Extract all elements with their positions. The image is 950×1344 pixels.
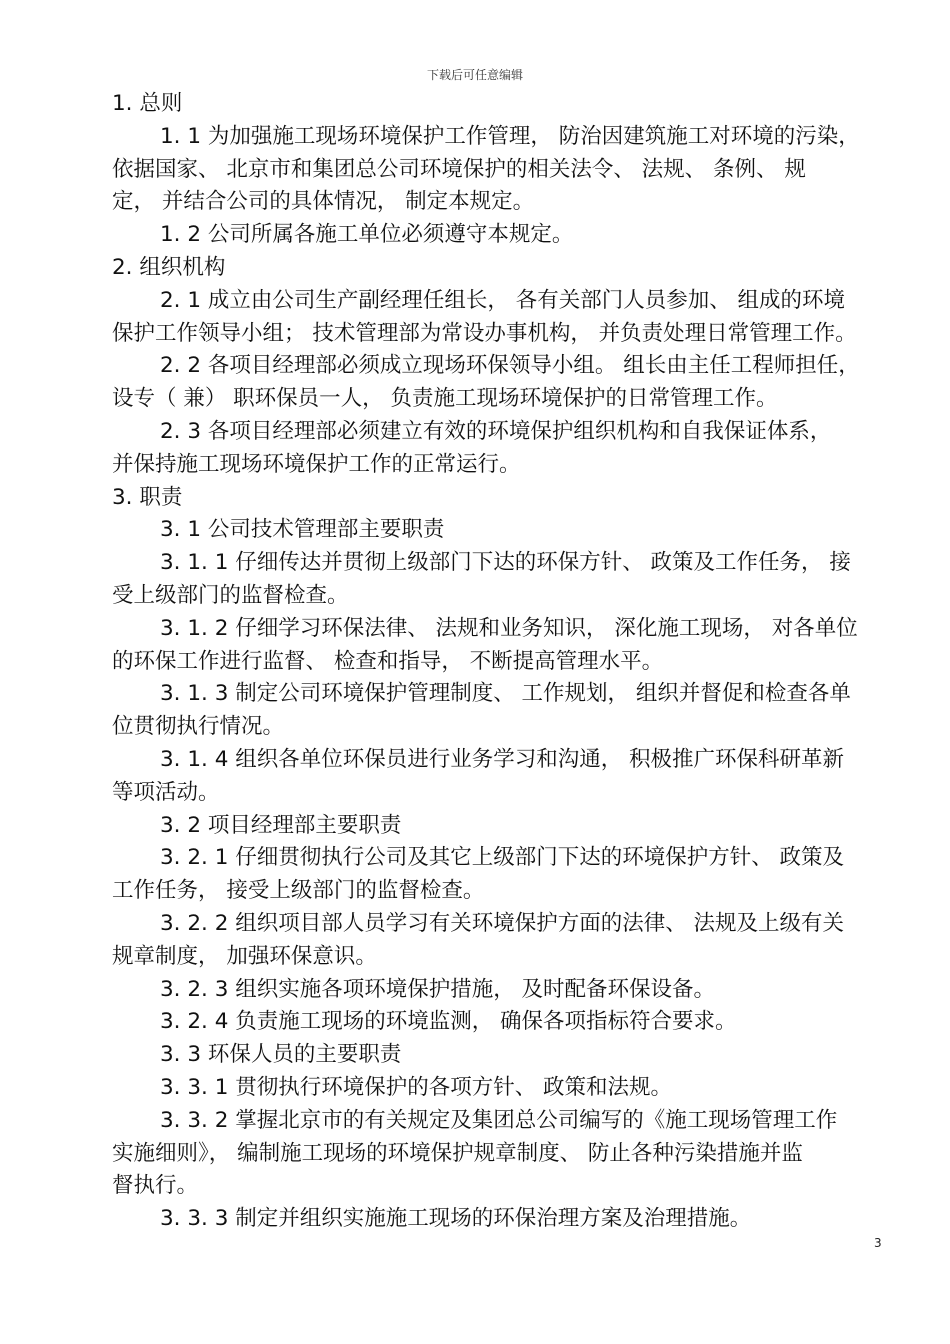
paragraph-line: 保护工作领导小组； 技术管理部为常设办事机构， 并负责处理日常管理工作。	[112, 320, 857, 346]
paragraph-line: 3. 2. 4 负责施工现场的环境监测， 确保各项指标符合要求。	[160, 1009, 737, 1035]
page-number: 3	[874, 1236, 882, 1250]
paragraph-line: 1. 2 公司所属各施工单位必须遵守本规定。	[160, 222, 574, 248]
paragraph-line: 定， 并结合公司的具体情况， 制定本规定。	[112, 189, 535, 215]
paragraph-line: 3. 2. 1 仔细贯彻执行公司及其它上级部门下达的环境保护方针、 政策及	[160, 845, 845, 871]
paragraph-line: 3. 3 环保人员的主要职责	[160, 1042, 402, 1068]
paragraph-line: 2. 2 各项目经理部必须成立现场环保领导小组。 组长由主任工程师担任，	[160, 353, 860, 379]
section-heading: 3. 职责	[112, 484, 183, 510]
paragraph-line: 3. 1. 4 组织各单位环保员进行业务学习和沟通， 积极推广环保科研革新	[160, 746, 845, 772]
paragraph-line: 等项活动。	[112, 779, 220, 805]
paragraph-line: 3. 2 项目经理部主要职责	[160, 812, 402, 838]
paragraph-line: 3. 1. 1 仔细传达并贯彻上级部门下达的环保方针、 政策及工作任务， 接	[160, 550, 851, 576]
section-heading: 1. 总则	[112, 91, 183, 116]
document-body	[112, 88, 884, 1236]
paragraph-line: 2. 3 各项目经理部必须建立有效的环境保护组织机构和自我保证体系，	[160, 418, 832, 444]
paragraph-line: 工作任务， 接受上级部门的监督检查。	[112, 878, 485, 904]
paragraph-line: 3. 3. 1 贯彻执行环境保护的各项方针、 政策和法规。	[160, 1074, 673, 1100]
paragraph-line: 实施细则》， 编制施工现场的环境保护规章制度、 防止各种污染措施并监	[112, 1140, 803, 1166]
paragraph-line: 3. 1 公司技术管理部主要职责	[160, 517, 445, 543]
paragraph-line: 受上级部门的监督检查。	[112, 582, 349, 608]
paragraph-line: 规章制度， 加强环保意识。	[112, 943, 377, 969]
page-header: 下载后可任意编辑	[426, 68, 523, 82]
paragraph-line: 3. 2. 2 组织项目部人员学习有关环境保护方面的法律、 法规及上级有关	[160, 910, 845, 936]
paragraph-line: 的环保工作进行监督、 检查和指导， 不断提高管理水平。	[112, 648, 664, 674]
paragraph-line: 1. 1 为加强施工现场环境保护工作管理， 防治因建筑施工对环境的污染，	[160, 123, 860, 149]
paragraph-line: 并保持施工现场环境保护工作的正常运行。	[112, 451, 521, 477]
paragraph-line: 3. 2. 3 组织实施各项环境保护措施， 及时配备环保设备。	[160, 976, 716, 1002]
paragraph-line: 3. 1. 2 仔细学习环保法律、 法规和业务知识， 深化施工现场， 对各单位	[160, 615, 858, 641]
paragraph-line: 督执行。	[112, 1173, 199, 1199]
paragraph-line: 设专（ 兼） 职环保员一人， 负责施工现场环境保护的日常管理工作。	[112, 386, 778, 412]
paragraph-line: 2. 1 成立由公司生产副经理任组长， 各有关部门人员参加、 组成的环境	[160, 287, 846, 313]
section-heading: 2. 组织机构	[112, 254, 226, 280]
paragraph-line: 3. 3. 3 制定并组织实施施工现场的环保治理方案及治理措施。	[160, 1206, 752, 1232]
paragraph-line: 位贯彻执行情况。	[112, 714, 285, 740]
paragraph-line: 依据国家、 北京市和集团总公司环境保护的相关法令、 法规、 条例、 规	[112, 156, 806, 182]
paragraph-line: 3. 3. 2 掌握北京市的有关规定及集团总公司编写的《施工现场管理工作	[160, 1107, 838, 1133]
paragraph-line: 3. 1. 3 制定公司环境保护管理制度、 工作规划， 组织并督促和检查各单	[160, 681, 851, 707]
